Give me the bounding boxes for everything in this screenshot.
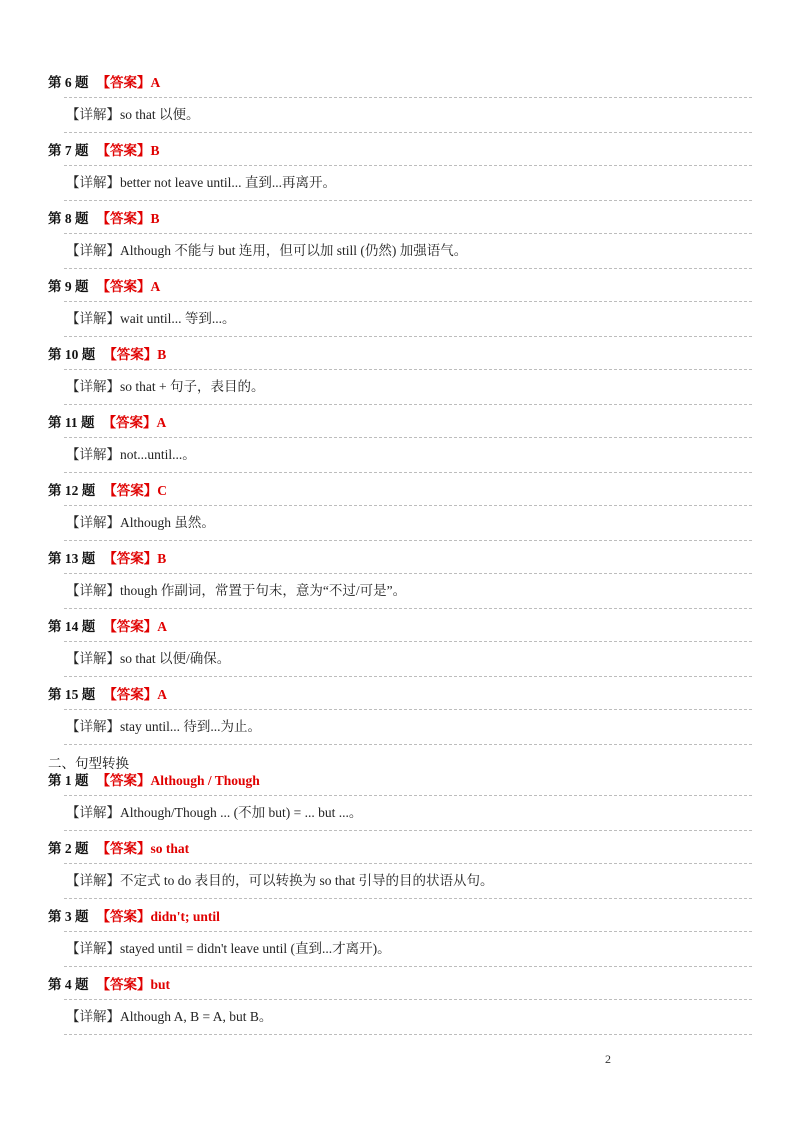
explanation-text: 【详解】Although 虽然。 [66, 515, 215, 530]
dashed-divider [64, 1034, 752, 1035]
answer-label: 【答案】A [103, 619, 167, 634]
answer-label: 【答案】didn't; until [96, 909, 220, 924]
dashed-divider [64, 573, 752, 574]
question-number: 第 12 题 [48, 483, 96, 498]
question-number: 第 7 题 [48, 143, 89, 158]
explanation-text: 【详解】stayed until = didn't leave until (直到...才离开)。 [66, 941, 391, 956]
explanation-text: 【详解】Although A, B = A, but B。 [66, 1009, 273, 1024]
answer-item-p2-q3 [48, 906, 752, 974]
dashed-divider [64, 830, 752, 831]
answer-label: 【答案】Although / Though [96, 773, 260, 788]
dashed-divider [64, 676, 752, 677]
question-number: 第 6 题 [48, 75, 89, 90]
explanation-text: 【详解】so that 以便。 [66, 107, 200, 122]
answer-item-q14 [48, 616, 752, 684]
dashed-divider [64, 641, 752, 642]
explanation-text: 【详解】Although/Though ... (不加 but) = ... but ...。 [66, 805, 363, 820]
dashed-divider [64, 744, 752, 745]
explanation-text: 【详解】so that 以便/确保。 [66, 651, 231, 666]
question-number: 第 10 题 [48, 347, 96, 362]
dashed-divider [64, 336, 752, 337]
dashed-divider [64, 608, 752, 609]
answer-label: 【答案】C [103, 483, 167, 498]
dashed-divider [64, 268, 752, 269]
dashed-divider [64, 472, 752, 473]
explanation-text: 【详解】better not leave until... 直到...再离开。 [66, 175, 336, 190]
answer-label: 【答案】B [103, 551, 167, 566]
answer-item-q11 [48, 412, 752, 480]
question-number: 第 8 题 [48, 211, 89, 226]
question-number: 第 13 题 [48, 551, 96, 566]
dashed-divider [64, 301, 752, 302]
answer-item-p2-q4 [48, 974, 752, 1042]
dashed-divider [64, 931, 752, 932]
dashed-divider [64, 97, 752, 98]
dashed-divider [64, 437, 752, 438]
answer-label: 【答案】A [103, 687, 167, 702]
explanation-text: 【详解】not...until...。 [66, 447, 196, 462]
answer-item-q13 [48, 548, 752, 616]
dashed-divider [64, 999, 752, 1000]
question-number: 第 11 题 [48, 415, 95, 430]
answer-item-p2-q2 [48, 838, 752, 906]
page-number: 2 [605, 1052, 611, 1066]
question-number: 第 15 题 [48, 687, 96, 702]
section-heading: 二、句型转换 [48, 756, 129, 771]
answer-item-q9 [48, 276, 752, 344]
question-number: 第 2 题 [48, 841, 89, 856]
dashed-divider [64, 233, 752, 234]
explanation-text: 【详解】wait until... 等到...。 [66, 311, 236, 326]
question-number: 第 9 题 [48, 279, 89, 294]
dashed-divider [64, 404, 752, 405]
explanation-text: 【详解】though 作副词，常置于句末，意为“不过/可是”。 [66, 583, 407, 598]
answer-label: 【答案】B [103, 347, 167, 362]
dashed-divider [64, 505, 752, 506]
answer-item-q15 [48, 684, 752, 752]
answer-item-p2-q1 [48, 770, 752, 838]
answer-label: 【答案】so that [96, 841, 190, 856]
dashed-divider [64, 132, 752, 133]
dashed-divider [64, 369, 752, 370]
dashed-divider [64, 540, 752, 541]
answer-item-q12 [48, 480, 752, 548]
answer-label: 【答案】A [96, 279, 161, 294]
question-number: 第 14 题 [48, 619, 96, 634]
explanation-text: 【详解】so that + 句子，表目的。 [66, 379, 265, 394]
dashed-divider [64, 200, 752, 201]
question-number: 第 4 题 [48, 977, 89, 992]
answer-item-q7 [48, 140, 752, 208]
answer-label: 【答案】A [96, 75, 161, 90]
explanation-text: 【详解】不定式 to do 表目的，可以转换为 so that 引导的目的状语从句。 [66, 873, 494, 888]
answer-item-q10 [48, 344, 752, 412]
question-number: 第 3 题 [48, 909, 89, 924]
answer-label: 【答案】B [96, 211, 160, 226]
dashed-divider [64, 898, 752, 899]
answer-label: 【答案】B [96, 143, 160, 158]
answer-item-q8 [48, 208, 752, 276]
explanation-text: 【详解】stay until... 待到...为止。 [66, 719, 261, 734]
dashed-divider [64, 966, 752, 967]
question-number: 第 1 题 [48, 773, 89, 788]
answer-item-q6 [48, 72, 752, 140]
dashed-divider [64, 863, 752, 864]
dashed-divider [64, 165, 752, 166]
explanation-text: 【详解】Although 不能与 but 连用，但可以加 still (仍然) 加强语气。 [66, 243, 468, 258]
dashed-divider [64, 795, 752, 796]
answer-label: 【答案】but [96, 977, 171, 992]
answer-label: 【答案】A [102, 415, 167, 430]
dashed-divider [64, 709, 752, 710]
